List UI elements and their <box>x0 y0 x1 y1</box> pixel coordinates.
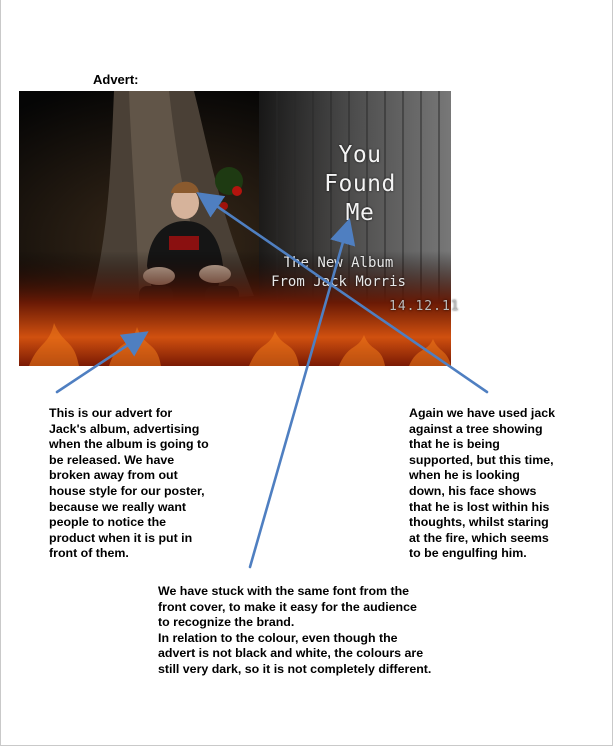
annotation-right: Again we have used jack against a tree showing that he is being supported, but this time, when he is looking down, his face shows that he is lost within his thoughts, whilst staring at the fire, which seems to be engulfing him. <box>409 406 555 561</box>
annotation-left: This is our advert for Jack's album, advertising when the album is going to be released. We have broken away from out house style for our poster, because we really want people to notice the product when it is put in front of them. <box>49 406 209 561</box>
arrow-left <box>57 337 140 392</box>
page-heading: Advert: <box>93 72 139 87</box>
poster-title: You Found Me <box>324 142 396 226</box>
poster-release-date: 14.12.11 <box>389 299 460 314</box>
annotation-bottom: We have stuck with the same font from the front cover, to make it easy for the audience to recognize the brand. In relation to the colour, even though the advert is not black and white, the colours are still very dark, so it is not completely different. <box>158 584 432 676</box>
arrow-bottom <box>250 228 347 567</box>
poster-subtitle: The New Album From Jack Morris <box>271 255 406 290</box>
arrow-right <box>205 198 487 392</box>
